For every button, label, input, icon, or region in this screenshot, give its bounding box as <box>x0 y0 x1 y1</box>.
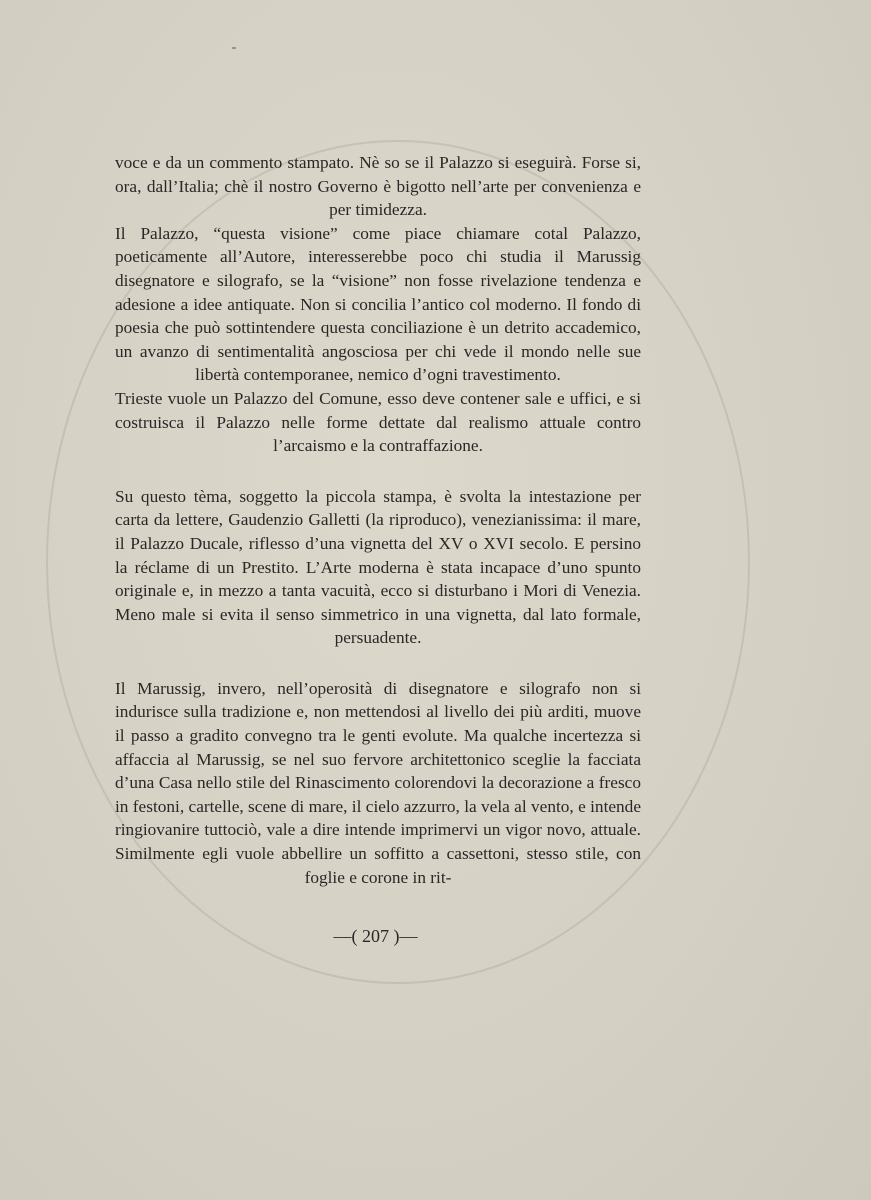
paragraph-5: Il Marussig, invero, nell’operosità di disegnatore e silografo non si indurisce sulla tradizione e, non mettendosi al livello dei più arditi, muove il passo a gradito convegno tra le genti evolute. Ma qualche incertezza si affaccia al Marussig, se nel suo fervore architettonico sceglie la facciata d’una Casa nello stile del Rinascimento colorendovi la decorazione a fresco in festoni, cartelle, scene di mare, il cielo azzurro, la vela al vento, e intende ringiovanire tuttociò, vale a dire intende imprimervi un vigor novo, attuale. Similmente egli vuole abbellire un soffitto a cassettoni, stesso stile, con foglie e corone in rit- <box>115 678 641 887</box>
paragraph-3: Trieste vuole un Palazzo del Comune, esso deve contener sale e uffici, e si costruisca il Palazzo nelle forme dettate dal realismo attuale contro l’arcaismo e la contraffazione. <box>115 388 641 456</box>
paragraph-4: Su questo tèma, soggetto la piccola stampa, è svolta la intestazione per carta da lettere, Gaudenzio Galletti (la riproduco), venezianissima: il mare, il Palazzo Ducale, riflesso d’una vignetta del XV o XVI secolo. E persino la réclame di un Prestito. L’Arte moderna è stata incapace d’uno spunto originale e, in mezzo a tanta vacuità, ecco si disturbano i Mori di Venezia. Meno male si evita il senso simmetrico in una vignetta, dal lato formale, persuadente. <box>115 486 641 648</box>
paragraph-2: Il Palazzo, “questa visione” come piace chiamare cotal Palazzo, poeticamente all’Autore, interesserebbe poco chi studia il Marussig disegnatore e silografo, se la “visione” non fosse rivelazione tendenza e adesione a idee antiquate. Non si concilia l’antico col moderno. Il fondo di poesia che può sottintendere questa conciliazione è un detrito accademico, un avanzo di sentimentalità angosciosa per chi vede il mondo nelle sue libertà contemporanee, nemico d’ogni travestimento. <box>115 223 641 385</box>
body-text <box>115 151 641 889</box>
paragraph-1: voce e da un commento stampato. Nè so se il Palazzo si eseguirà. Forse si, ora, dall’Italia; chè il nostro Governo è bigotto nell’arte per convenienza e per timidezza. <box>115 153 641 220</box>
paper-speck <box>232 47 236 49</box>
page-number: —( 207 )— <box>333 926 418 946</box>
